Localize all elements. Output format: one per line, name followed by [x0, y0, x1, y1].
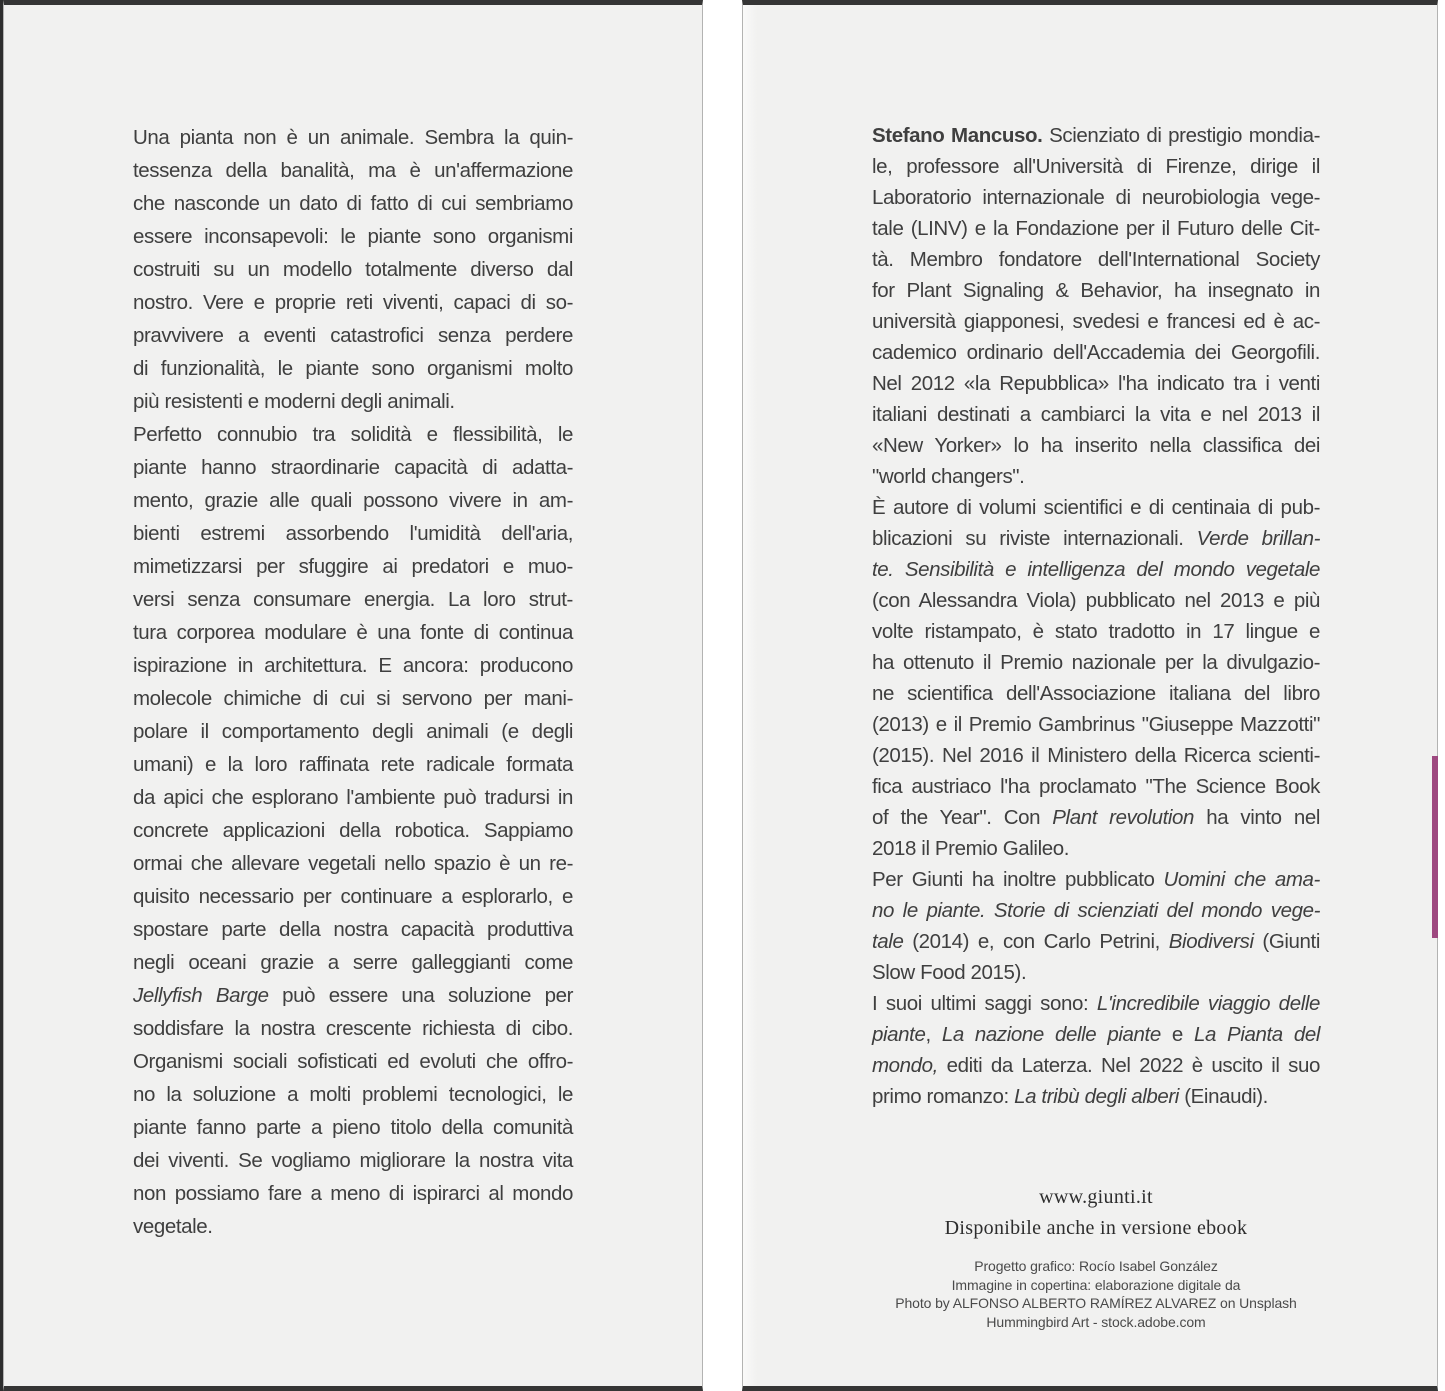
text-segment: volte ristampato, è stato tradotto in 17 lingue e: [872, 620, 1320, 643]
text-line: [133, 1177, 573, 1210]
text-line: [133, 1210, 573, 1243]
text-segment: bienti estremi assorbendo l'umidità dell'aria,: [133, 522, 573, 545]
text-segment: ha vinto nel: [1194, 806, 1320, 829]
text-segment: piante hanno straordinarie capacità di adatta-: [133, 456, 573, 479]
text-line: [872, 988, 1320, 1019]
text-segment: (2015). Nel 2016 il Ministero della Ricerca scienti-: [872, 744, 1320, 767]
text-segment: soddisfare la nostra crescente richiesta di cibo.: [133, 1017, 573, 1040]
text-segment: mondo,: [872, 1054, 938, 1077]
text-segment: vegetale.: [133, 1215, 213, 1238]
text-segment: quisito necessario per continuare a esplorarlo, e: [133, 885, 573, 908]
text-segment: può essere una soluzione per: [268, 984, 574, 1007]
text-segment: "world changers".: [872, 465, 1025, 488]
text-segment: (2013) e il Premio Gambrinus "Giuseppe Mazzotti": [872, 713, 1320, 736]
credit-line-cover: Immagine in copertina: elaborazione digitale da: [951, 1276, 1241, 1293]
text-segment: mimetizzarsi per sfuggire ai predatori e muo-: [133, 555, 573, 578]
credit-line-design: Progetto grafico: Rocío Isabel González: [974, 1258, 1218, 1274]
text-segment: no le piante. Storie di scienziati del mondo vege-: [872, 899, 1320, 922]
credit-line-photo: Photo by ALFONSO ALBERTO RAMÍREZ ALVAREZ on Unsplash: [895, 1295, 1297, 1311]
text-segment: versi senza consumare energia. La loro strut-: [133, 588, 573, 611]
text-segment: ispirazione in architettura. E ancora: producono: [133, 654, 573, 677]
text-line: [133, 583, 573, 616]
credit-line-stock: Hummingbird Art - stock.adobe.com: [986, 1313, 1206, 1330]
text-line: [133, 220, 573, 253]
text-segment: e: [1160, 1023, 1194, 1046]
text-segment: concrete applicazioni della robotica. Sappiamo: [133, 819, 573, 842]
text-line: [133, 121, 573, 154]
text-segment: piante fanno parte a pieno titolo della comunità: [133, 1116, 573, 1139]
text-segment: tura corporea modulare è una fonte di continua: [133, 621, 573, 644]
text-segment: non possiamo fare a meno di ispirarci al mondo: [133, 1182, 573, 1205]
text-segment: blicazioni su riviste internazionali.: [872, 527, 1197, 550]
text-segment: (Giunti: [1253, 930, 1321, 953]
text-segment: no la soluzione a molti problemi tecnologici, le: [133, 1083, 573, 1106]
text-segment: piante: [872, 1023, 926, 1046]
text-segment: Una pianta non è un animale. Sembra la quin-: [133, 126, 573, 149]
text-segment: ormai che allevare vegetali nello spazio è un re-: [133, 852, 573, 875]
text-segment: te. Sensibilità e intelligenza del mondo vegetale: [872, 558, 1320, 581]
text-line: [133, 352, 573, 385]
text-line: [133, 385, 573, 418]
text-segment: di funzionalità, le piante sono organismi molto: [133, 357, 573, 380]
text-line: [133, 616, 573, 649]
text-line: [133, 1045, 573, 1078]
text-segment: spostare parte della nostra capacità produttiva: [133, 918, 573, 941]
text-line: [133, 418, 573, 451]
text-segment: le, professore all'Università di Firenze, dirige il: [872, 155, 1320, 178]
text-segment: ha ottenuto il Premio nazionale per la divulgazio-: [872, 651, 1320, 674]
text-segment: mento, grazie alle quali possono vivere in am-: [133, 489, 573, 512]
text-line: [872, 957, 1320, 988]
text-segment: for Plant Signaling & Behavior, ha insegnato in: [872, 279, 1320, 302]
text-segment: ,: [925, 1023, 942, 1046]
text-segment: Stefano Mancuso.: [872, 124, 1043, 147]
text-segment: (2014) e, con Carlo Petrini,: [903, 930, 1169, 953]
text-line: [872, 926, 1320, 957]
text-line: [133, 880, 573, 913]
text-line: [133, 1144, 573, 1177]
text-line: [872, 1050, 1320, 1081]
credits-block: [872, 1257, 1320, 1331]
text-segment: Jellyfish Barge: [133, 984, 269, 1007]
text-segment: pravvivere a eventi catastrofici senza perdere: [133, 324, 573, 347]
text-line: [872, 306, 1320, 337]
text-line: [872, 337, 1320, 368]
text-segment: La Pianta del: [1193, 1023, 1321, 1046]
text-segment: primo romanzo:: [872, 1085, 1015, 1108]
text-line: [133, 946, 573, 979]
footer-block: [872, 1182, 1320, 1244]
text-line: [872, 678, 1320, 709]
text-segment: 2018 il Premio Galileo.: [872, 837, 1070, 860]
text-line: [872, 213, 1320, 244]
text-segment: nostro. Vere e proprie reti viventi, capaci di so-: [133, 291, 573, 314]
text-segment: cademico ordinario dell'Accademia dei Georgofili.: [872, 341, 1320, 364]
text-segment: editi da Laterza. Nel 2022 è uscito il suo: [937, 1054, 1320, 1077]
left-flap-text: [133, 121, 573, 1243]
text-segment: costruiti su un modello totalmente diverso dal: [133, 258, 573, 281]
text-line: [872, 120, 1320, 151]
ebook-availability-note: Disponibile anche in versione ebook: [944, 1217, 1248, 1239]
text-line: [133, 319, 573, 352]
text-line: [872, 399, 1320, 430]
text-segment: Perfetto connubio tra solidità e flessibilità, le: [133, 423, 573, 446]
text-line: [872, 182, 1320, 213]
text-line: [133, 913, 573, 946]
text-segment: tale: [872, 930, 904, 953]
text-line: [133, 286, 573, 319]
text-segment: Slow Food 2015).: [872, 961, 1027, 984]
text-line: [133, 814, 573, 847]
text-segment: tessenza della banalità, ma è un'affermazione: [133, 159, 573, 182]
text-segment: molecole chimiche di cui si servono per mani-: [133, 687, 573, 710]
text-line: [872, 833, 1320, 864]
text-line: [133, 748, 573, 781]
text-segment: Uomini che ama-: [1163, 868, 1320, 891]
text-line: [872, 492, 1320, 523]
text-line: [133, 1111, 573, 1144]
text-segment: La nazione delle piante: [941, 1023, 1161, 1046]
text-line: [872, 802, 1320, 833]
text-line: [872, 430, 1320, 461]
text-line: [133, 649, 573, 682]
author-bio-text: [872, 120, 1320, 1112]
text-segment: negli oceani grazie a serre galleggianti come: [133, 951, 573, 974]
text-line: [133, 154, 573, 187]
text-line: [872, 771, 1320, 802]
text-segment: Scienziato di prestigio mondia-: [1042, 124, 1320, 147]
text-line: [133, 517, 573, 550]
text-line: [872, 616, 1320, 647]
spine-accent-bar: [1432, 756, 1438, 938]
text-line: [872, 554, 1320, 585]
text-line: [133, 1078, 573, 1111]
text-line: [133, 550, 573, 583]
text-segment: università giapponesi, svedesi e francesi ed è ac-: [872, 310, 1320, 333]
text-line: [872, 275, 1320, 306]
text-line: [872, 740, 1320, 771]
text-segment: I suoi ultimi saggi sono:: [872, 992, 1097, 1015]
text-segment: Organismi sociali sofisticati ed evoluti che offro-: [133, 1050, 573, 1073]
text-segment: Per Giunti ha inoltre pubblicato: [872, 868, 1164, 891]
text-segment: (Einaudi).: [1178, 1085, 1268, 1108]
text-segment: La tribù degli alberi: [1014, 1085, 1179, 1108]
text-line: [872, 461, 1320, 492]
text-line: [872, 1081, 1320, 1112]
text-line: [133, 847, 573, 880]
text-segment: umani) e la loro raffinata rete radicale formata: [133, 753, 573, 776]
text-segment: È autore di volumi scientifici e di centinaia di pub-: [872, 496, 1320, 519]
text-line: [872, 895, 1320, 926]
text-segment: italiani destinati a cambiarci la vita e nel 2013 il: [872, 403, 1320, 426]
text-line: [872, 244, 1320, 275]
text-line: [872, 1019, 1320, 1050]
text-line: [872, 523, 1320, 554]
text-segment: of the Year". Con: [872, 806, 1053, 829]
text-segment: Nel 2012 «la Repubblica» l'ha indicato tra i venti: [872, 372, 1320, 395]
text-line: [133, 253, 573, 286]
text-segment: Laboratorio internazionale di neurobiologia vege-: [872, 186, 1320, 209]
text-line: [872, 585, 1320, 616]
text-segment: più resistenti e moderni degli animali.: [133, 390, 455, 413]
text-line: [872, 151, 1320, 182]
text-segment: Biodiversi: [1168, 930, 1254, 953]
text-line: [133, 451, 573, 484]
text-line: [133, 187, 573, 220]
text-line: [133, 1012, 573, 1045]
text-segment: Verde brillan-: [1196, 527, 1320, 550]
text-line: [133, 979, 573, 1012]
text-segment: ne scientifica dell'Associazione italiana del libro: [872, 682, 1320, 705]
website-text: www.giunti.it: [1039, 1186, 1153, 1208]
text-line: [872, 864, 1320, 895]
text-segment: da apici che esplorano l'ambiente può tradursi in: [133, 786, 573, 809]
text-segment: L'incredibile viaggio delle: [1096, 992, 1320, 1015]
text-line: [133, 682, 573, 715]
text-segment: (con Alessandra Viola) pubblicato nel 2013 e più: [872, 589, 1320, 612]
text-segment: tale (LINV) e la Fondazione per il Futuro delle Cit-: [872, 217, 1320, 240]
text-segment: polare il comportamento degli animali (e degli: [133, 720, 573, 743]
text-segment: dei viventi. Se vogliamo migliorare la nostra vita: [133, 1149, 573, 1172]
text-line: [872, 647, 1320, 678]
text-segment: «New Yorker» lo ha inserito nella classifica dei: [872, 434, 1320, 457]
text-line: [872, 368, 1320, 399]
text-line: [133, 781, 573, 814]
text-segment: essere inconsapevoli: le piante sono organismi: [133, 225, 573, 248]
text-line: [133, 484, 573, 517]
text-segment: che nasconde un dato di fatto di cui sembriamo: [133, 192, 573, 215]
text-segment: fica austriaco l'ha proclamato "The Science Book: [872, 775, 1320, 798]
text-line: [133, 715, 573, 748]
text-segment: Plant revolution: [1052, 806, 1195, 829]
text-line: [872, 709, 1320, 740]
text-segment: tà. Membro fondatore dell'International Society: [872, 248, 1320, 271]
